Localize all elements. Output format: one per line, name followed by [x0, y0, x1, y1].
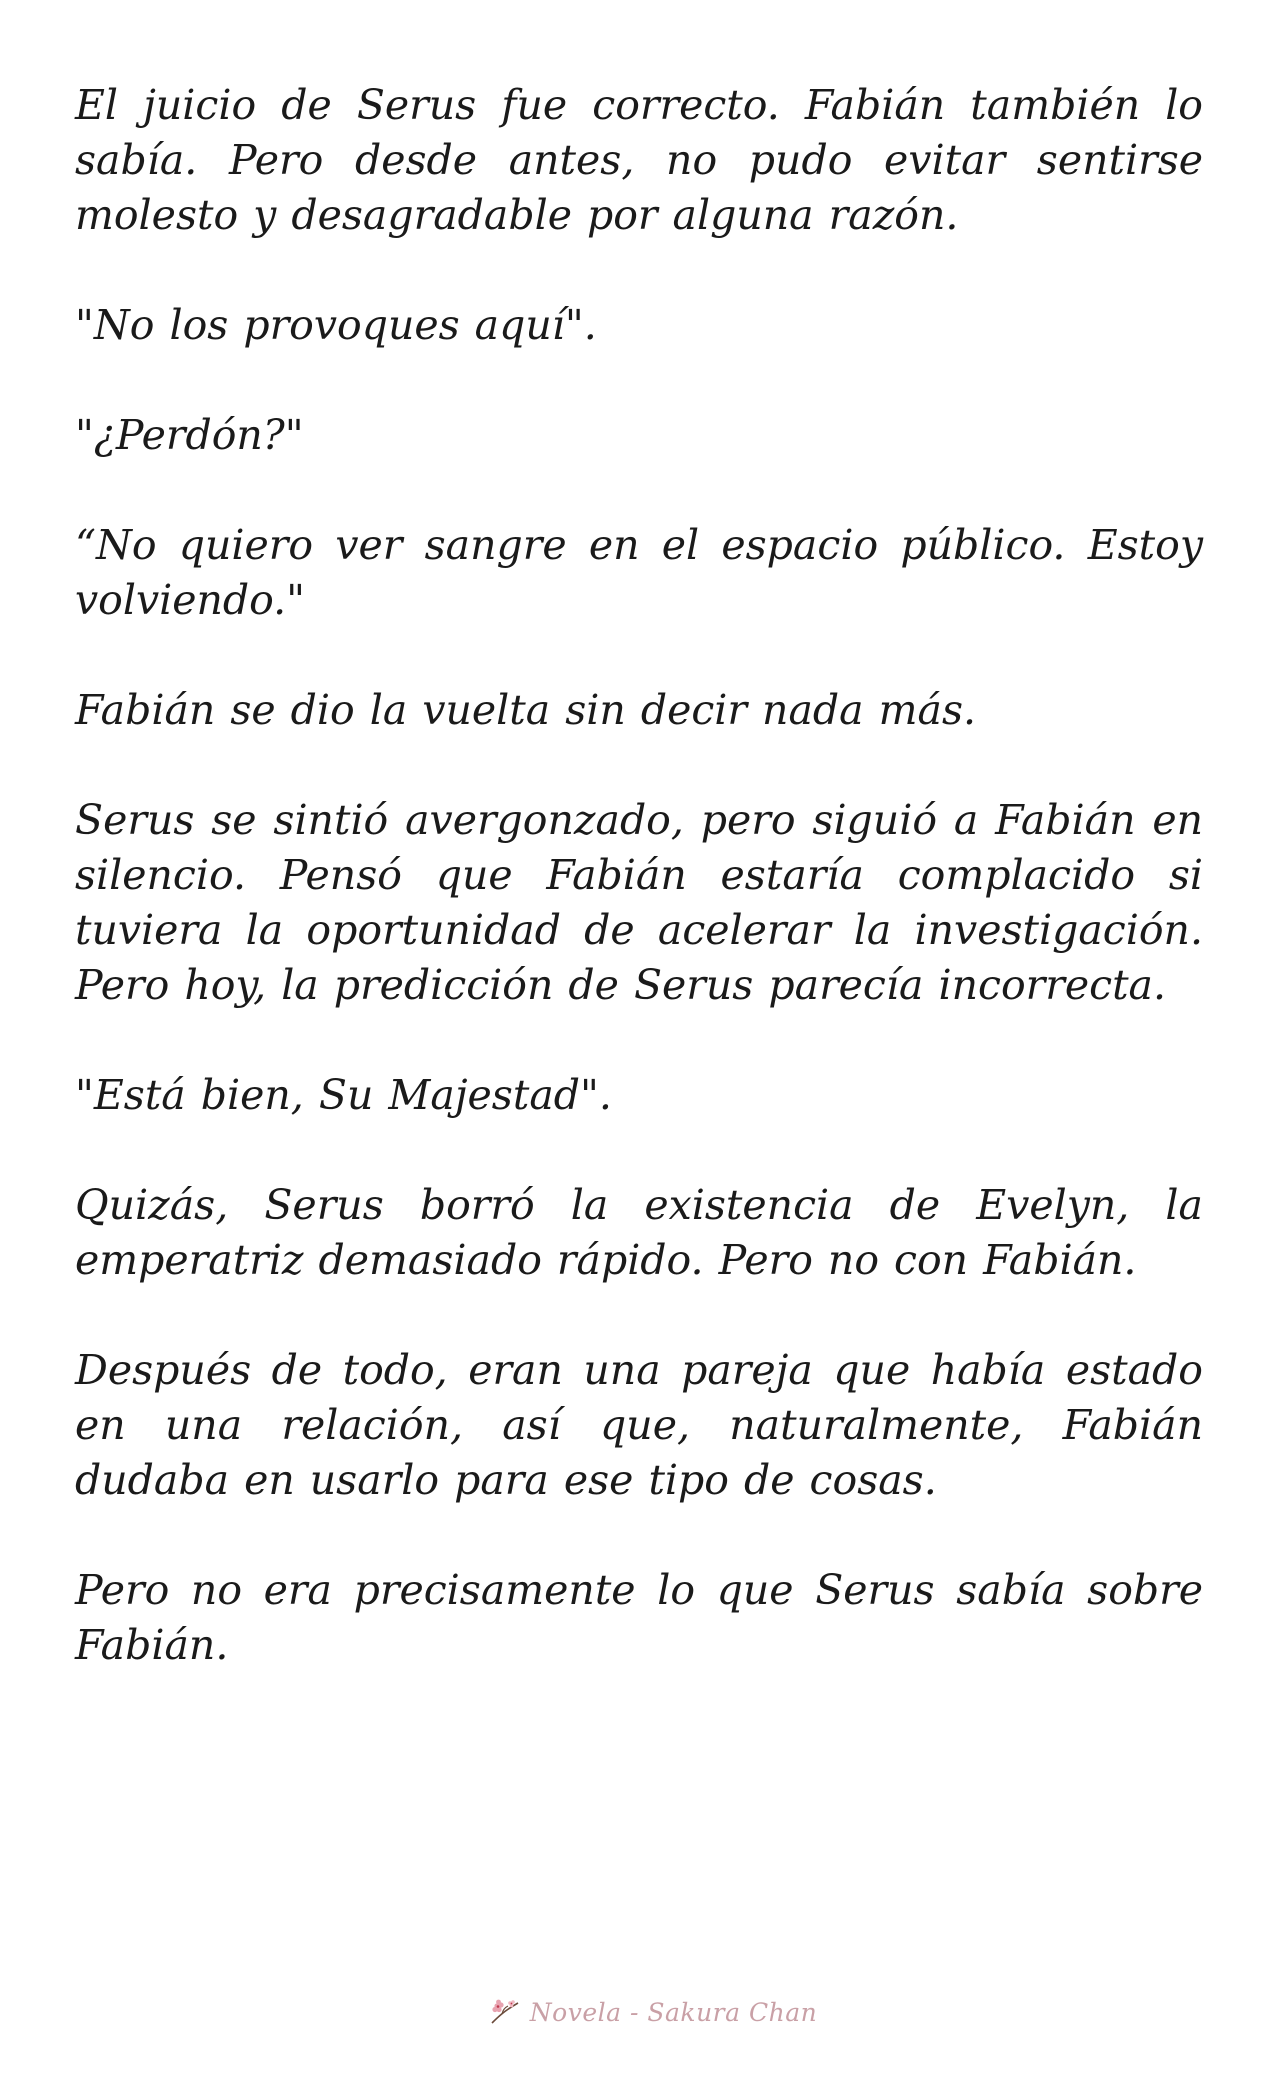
paragraph: Quizás, Serus borró la existencia de Evelyn, la emperatriz demasiado rápido. Pero no con Fabián.: [75, 1181, 1203, 1284]
paragraph: "No los provoques aquí".: [75, 301, 597, 349]
paragraph: Pero no era precisamente lo que Serus sabía sobre Fabián.: [75, 1566, 1203, 1669]
footer: [0, 1988, 1275, 2036]
paragraph: Serus se sintió avergonzado, pero siguió a Fabián en silencio. Pensó que Fabián estaría complacido si tuviera la oportunidad de acelerar la investigación. Pero hoy, la predicción de Serus parecía incorrecta.: [75, 796, 1203, 1009]
watermark-text: Novela - Sakura Chan: [529, 1997, 818, 2027]
paragraph: Fabián se dio la vuelta sin decir nada más.: [75, 686, 977, 734]
paragraph: "Está bien, Su Majestad".: [75, 1071, 612, 1119]
novel-text: [75, 78, 1203, 1673]
paragraph: Después de todo, eran una pareja que había estado en una relación, así que, naturalmente, Fabián dudaba en usarlo para ese tipo de cosas.: [75, 1346, 1203, 1504]
paragraph: "¿Perdón?": [75, 411, 304, 459]
paragraph: El juicio de Serus fue correcto. Fabián también lo sabía. Pero desde antes, no pudo evitar sentirse molesto y desagradable por alguna razón.: [75, 81, 1203, 239]
watermark: [458, 1997, 817, 2027]
sakura-blossom-icon: [488, 1997, 522, 2027]
paragraph: “No quiero ver sangre en el espacio público. Estoy volviendo.": [75, 521, 1203, 624]
